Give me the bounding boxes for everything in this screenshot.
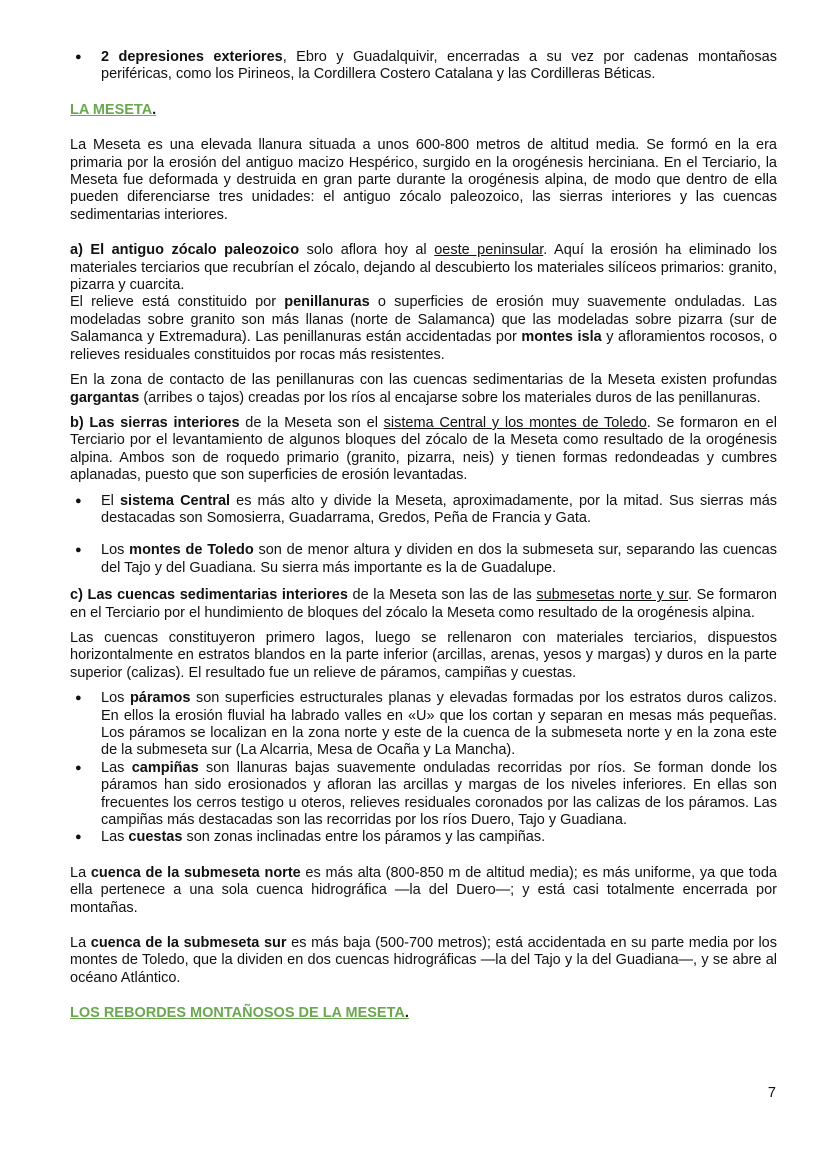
- list-item-text: , Ebro y Guadalquivir, encerradas a su vez por cadenas montañosas periféricas, como los Pirineos, la Cordillera Costero Catalana y las Cordilleras Béticas.: [101, 49, 777, 83]
- page-number: 7: [767, 1085, 776, 1101]
- paragraph-text: . Se formaron en el Terciario por el hundimiento de bloques del zócalo la Meseta como resultado de la orogénesis alpina.: [70, 587, 777, 621]
- section-heading-meseta: [70, 102, 777, 119]
- bold-term: penillanuras: [284, 294, 370, 311]
- cuencas-paragraph: [70, 587, 777, 622]
- contacto-paragraph: [70, 372, 777, 407]
- list-item: ● Los montes de Toledo son de menor altura y dividen en dos la submeseta sur, separando las cuencas del Tajo y del Guadiana. Su sierra más importante es la de Guadalupe.: [70, 542, 777, 577]
- bold-term: montes de Toledo: [129, 542, 254, 559]
- list-item: ● Los páramos son superficies estructurales planas y elevadas formadas por los estratos duros calizos. En ellos la erosión fluvial ha labrado valles en «U» que los cortan y separan en mesas más pequeñas. Los páramos se localizan en la zona norte y este de la cuenca de la submeseta norte y en la zona este de la submeseta sur (La Alcarria, Mesa de Ocaña y La Mancha).: [70, 690, 777, 760]
- list-item: ● Las cuestas son zonas inclinadas entre los páramos y las campiñas.: [70, 829, 777, 846]
- bold-term: sistema Central: [119, 492, 231, 509]
- bold-term: a) El antiguo zócalo paleozoico: [70, 242, 300, 259]
- list-item: ● Las campiñas son llanuras bajas suavemente onduladas recorridas por ríos. Se forman donde los páramos han sido erosionados y afloran las arcillas y margas de los niveles inferiores. En ellas son frecuentes los cerros testigo u oteros, relieves residuales coronados por las calizas de los páramos. Las campiñas más destacadas son las recorridas por los ríos Duero, Tajo y Guadiana.: [70, 760, 777, 830]
- bold-term: campiñas: [131, 759, 199, 776]
- paragraph-text: de la Meseta son el: [239, 414, 384, 431]
- underlined-term: submesetas norte y sur: [536, 587, 688, 604]
- bold-term: gargantas: [70, 389, 140, 406]
- list-item: ● El sistema Central es más alto y divide la Meseta, aproximadamente, por la mitad. Sus sierras más destacadas son Somosierra, Guadarrama, Gredos, Peña de Francia y Gata.: [70, 493, 777, 528]
- intro-paragraph: La Meseta es una elevada llanura situada a unos 600-800 metros de altitud media. Se formó en la era primaria por la erosión del antiguo macizo Hespérico, surgido en la orogénesis herciniana. En el Terciario, la Meseta fue deformada y destruida en gran parte durante la orogénesis alpina, de modo que dentro de ella pueden diferenciarse tres unidades: el antiguo zócalo paleozoico, las sierras interiores y las cuencas sedimentarias interiores.: [70, 137, 777, 223]
- paragraph-text: (arribes o tajos) creadas por los ríos al encajarse sobre los materiales duros de las penillanuras.: [139, 389, 761, 406]
- paragraph-text: o superficies de erosión muy suavemente onduladas. Las modeladas sobre granito son más llanas (norte de Salamanca) que las modeladas sobre pizarra (sur de Salamanca y Extremadura). Las penillanuras están accidentadas por: [70, 294, 778, 346]
- bold-term: b) Las sierras interiores: [70, 414, 240, 431]
- bold-term: cuenca de la submeseta sur: [90, 935, 287, 952]
- paragraph-text: y afloramientos rocosos, o relieves residuales constituidos por rocas más resistentes.: [70, 329, 778, 363]
- norte-paragraph: La cuenca de la submeseta norte es más alta (800-850 m de altitud media); es más uniforme, ya que toda ella pertenece a una sola cuenca hidrográfica —la del Duero—; y está casi totalmente encerrada por montañas.: [70, 864, 777, 916]
- sur-paragraph: La cuenca de la submeseta sur es más baja (500-700 metros); está accidentada en su parte media por los montes de Toledo, que la dividen en dos cuencas hidrográficas —la del Tajo y la del Guadiana—, y se abre al océano Atlántico.: [70, 935, 777, 986]
- lagos-paragraph: Las cuencas constituyeron primero lagos, luego se rellenaron con materiales terciarios, dispuestos horizontalmente en estratos blandos en la parte inferior (arcillas, arenas, yesos y margas) y duros en la parte superior (calizas). El resultado fue un relieve de páramos, campiñas y cuestas.: [70, 629, 777, 681]
- bold-term: cuestas: [128, 829, 183, 846]
- paragraph-text: solo aflora hoy al: [299, 242, 435, 259]
- bold-term: cuenca de la submeseta norte: [90, 864, 301, 881]
- depresiones-list: [70, 49, 777, 84]
- paragraph-text: . Se formaron en el Terciario por el levantamiento de algunos bloques del zócalo de la Meseta como resultado de la orogénesis alpina. Ambos son de roquedo primario (granito, pizarra, neis) y tienen formas redondeadas y cumbres aplanadas, puesto que son superficies de erosión levantadas.: [70, 414, 777, 484]
- paragraph-text: El relieve está constituido por: [70, 294, 285, 311]
- paragraph-text: En la zona de contacto de las penillanuras con las cuencas sedimentarias de la Meseta existen profundas: [70, 372, 777, 389]
- relieve-paragraph: [70, 294, 777, 364]
- heading-punctuation: .: [404, 1005, 409, 1022]
- bold-term: páramos: [129, 690, 191, 707]
- sierras-list: [70, 493, 777, 578]
- underlined-term: sistema Central y los montes de Toledo: [383, 414, 647, 431]
- zocalo-paragraph: [70, 242, 777, 294]
- section-heading-rebordes: [70, 1005, 777, 1022]
- paragraph-text: de la Meseta son las de las: [347, 587, 537, 604]
- heading-text: LA MESETA: [70, 101, 153, 118]
- heading-punctuation: .: [152, 101, 157, 118]
- bold-term: 2 depresiones exteriores: [101, 49, 283, 65]
- relieves-list: [70, 690, 777, 847]
- paragraph-text: . Aquí la erosión ha eliminado los materiales terciarios que recubrían el zócalo, dejando al descubierto los materiales silíceos primarios: granito, pizarra y cuarcita.: [70, 242, 777, 294]
- bold-term: montes isla: [521, 329, 602, 346]
- bold-term: c) Las cuencas sedimentarias interiores: [70, 587, 348, 604]
- underlined-term: oeste peninsular: [434, 242, 544, 259]
- page-content: [70, 49, 777, 1023]
- heading-text: LOS REBORDES MONTAÑOSOS DE LA MESETA: [70, 1005, 405, 1022]
- sierras-paragraph: [70, 415, 777, 485]
- list-item: [70, 49, 777, 84]
